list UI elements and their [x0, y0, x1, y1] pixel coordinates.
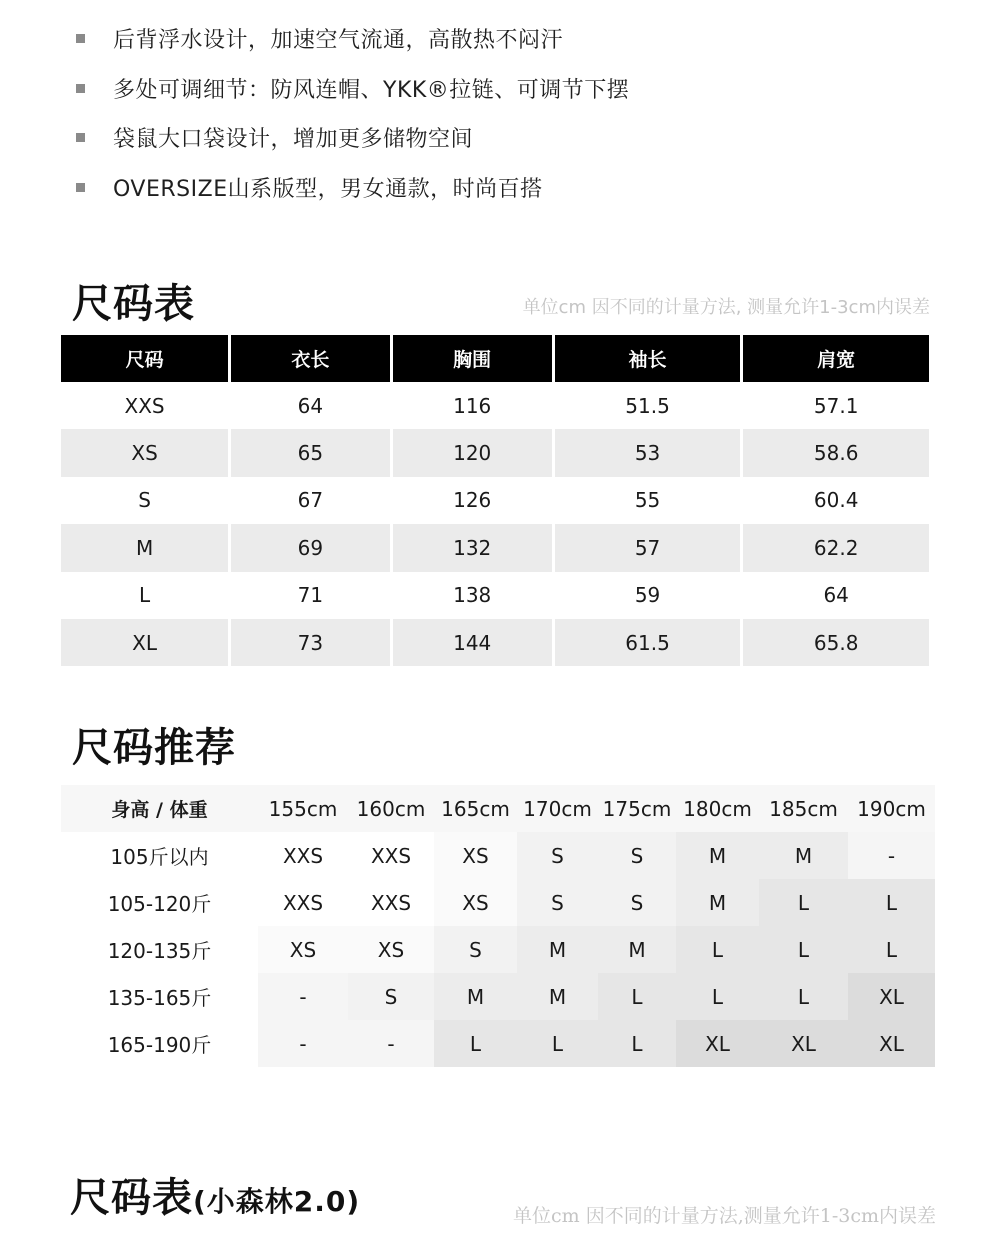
- size-table-cell: 59: [555, 572, 741, 619]
- size-table-cell: XL: [61, 619, 228, 666]
- recommend-cell: L: [676, 926, 759, 973]
- size-table-title: 尺码表: [72, 281, 195, 327]
- recommend-cell: XXS: [258, 832, 348, 879]
- size-table-cell: 65.8: [743, 619, 929, 666]
- size-table-cell: 57.1: [743, 382, 929, 429]
- height-header: 190cm: [848, 785, 935, 832]
- recommend-cell: S: [598, 832, 676, 879]
- square-bullet-icon: [76, 183, 85, 192]
- size-table-cell: 67: [231, 477, 389, 524]
- recommend-cell: M: [517, 973, 598, 1020]
- weight-label: 120-135斤: [61, 926, 258, 973]
- size-table-cell: 71: [231, 572, 389, 619]
- size-table-cell: 132: [393, 524, 552, 571]
- recommend-row: [61, 879, 935, 926]
- size-table-cell: 64: [231, 382, 389, 429]
- size-table-row: [61, 382, 929, 429]
- recommend-cell: L: [517, 1020, 598, 1067]
- footer-note: 单位cm 因不同的计量方法,测量允许1-3cm内误差: [513, 1205, 936, 1227]
- size-table-cell: M: [61, 524, 228, 571]
- size-table-cell: 126: [393, 477, 552, 524]
- header-length: 衣长: [231, 335, 389, 382]
- size-table-cell: 60.4: [743, 477, 929, 524]
- recommend-cell: M: [759, 832, 848, 879]
- height-header: 160cm: [348, 785, 434, 832]
- height-header: 180cm: [676, 785, 759, 832]
- recommend-cell: S: [348, 973, 434, 1020]
- feature-item: [76, 64, 629, 114]
- square-bullet-icon: [76, 34, 85, 43]
- weight-label: 105-120斤: [61, 879, 258, 926]
- recommend-cell: L: [434, 1020, 517, 1067]
- weight-label: 165-190斤: [61, 1020, 258, 1067]
- recommend-row: [61, 1020, 935, 1067]
- feature-item: [76, 163, 629, 213]
- size-table-cell: L: [61, 572, 228, 619]
- size-table: [58, 335, 932, 666]
- size-table-row: [61, 524, 929, 571]
- recommend-cell: XS: [258, 926, 348, 973]
- recommend-header-row: [61, 785, 935, 832]
- size-table-cell: 53: [555, 429, 741, 476]
- size-table-cell: 73: [231, 619, 389, 666]
- recommend-cell: M: [598, 926, 676, 973]
- recommend-cell: XS: [434, 879, 517, 926]
- size-table-row: [61, 572, 929, 619]
- recommend-cell: L: [676, 973, 759, 1020]
- footer-title-main: 尺码表: [70, 1175, 193, 1221]
- footer-title-sub: (小森林2.0): [193, 1185, 361, 1218]
- header-shoulder: 肩宽: [743, 335, 929, 382]
- header-chest: 胸围: [393, 335, 552, 382]
- feature-list: [76, 14, 629, 212]
- size-table-cell: S: [61, 477, 228, 524]
- size-table-cell: 62.2: [743, 524, 929, 571]
- recommend-cell: L: [848, 926, 935, 973]
- size-table-cell: 55: [555, 477, 741, 524]
- recommend-cell: XS: [348, 926, 434, 973]
- weight-label: 105斤以内: [61, 832, 258, 879]
- size-recommend-grid: [61, 785, 935, 1067]
- height-header: 170cm: [517, 785, 598, 832]
- size-table-cell: 57: [555, 524, 741, 571]
- recommend-corner-label: 身高 / 体重: [61, 785, 258, 832]
- height-header: 155cm: [258, 785, 348, 832]
- size-table-cell: 144: [393, 619, 552, 666]
- size-table-cell: 120: [393, 429, 552, 476]
- footer-title: [70, 1166, 360, 1223]
- recommend-cell: M: [676, 832, 759, 879]
- recommend-cell: -: [348, 1020, 434, 1067]
- recommend-cell: S: [517, 879, 598, 926]
- recommend-cell: -: [258, 973, 348, 1020]
- recommend-cell: L: [598, 973, 676, 1020]
- size-table-cell: 64: [743, 572, 929, 619]
- size-table-header-row: [61, 335, 929, 382]
- recommend-cell: S: [434, 926, 517, 973]
- size-table-cell: 58.6: [743, 429, 929, 476]
- recommend-cell: S: [598, 879, 676, 926]
- recommend-cell: XL: [676, 1020, 759, 1067]
- feature-text: 后背浮水设计，加速空气流通，高散热不闷汗: [113, 28, 564, 54]
- recommend-cell: S: [517, 832, 598, 879]
- size-table-body: [61, 382, 929, 666]
- feature-item: [76, 113, 629, 163]
- size-table-cell: 61.5: [555, 619, 741, 666]
- recommend-cell: -: [848, 832, 935, 879]
- size-table-row: [61, 619, 929, 666]
- recommend-row: [61, 926, 935, 973]
- recommend-cell: XL: [848, 973, 935, 1020]
- size-table-row: [61, 429, 929, 476]
- recommend-cell: XXS: [348, 832, 434, 879]
- size-table-cell: 69: [231, 524, 389, 571]
- recommend-cell: -: [258, 1020, 348, 1067]
- size-table-note: 单位cm 因不同的计量方法, 测量允许1-3cm内误差: [522, 297, 930, 318]
- recommend-cell: XS: [434, 832, 517, 879]
- feature-text: 多处可调细节：防风连帽、YKK®拉链、可调节下摆: [113, 77, 630, 103]
- recommend-cell: L: [598, 1020, 676, 1067]
- recommend-cell: M: [434, 973, 517, 1020]
- size-table-cell: XS: [61, 429, 228, 476]
- recommend-cell: XL: [848, 1020, 935, 1067]
- recommend-cell: L: [759, 973, 848, 1020]
- weight-label: 135-165斤: [61, 973, 258, 1020]
- recommend-cell: L: [759, 926, 848, 973]
- size-table-row: [61, 477, 929, 524]
- size-table-cell: 116: [393, 382, 552, 429]
- recommend-cell: XXS: [258, 879, 348, 926]
- recommend-cell: XL: [759, 1020, 848, 1067]
- header-size: 尺码: [61, 335, 228, 382]
- feature-text: 袋鼠大口袋设计，增加更多储物空间: [113, 127, 474, 153]
- height-header: 175cm: [598, 785, 676, 832]
- header-sleeve: 袖长: [555, 335, 741, 382]
- recommend-body: [61, 832, 935, 1067]
- recommend-title: 尺码推荐: [72, 725, 236, 771]
- recommend-cell: XXS: [348, 879, 434, 926]
- size-table-cell: 138: [393, 572, 552, 619]
- feature-item: [76, 14, 629, 64]
- recommend-cell: L: [848, 879, 935, 926]
- recommend-row: [61, 973, 935, 1020]
- feature-text: OVERSIZE山系版型，男女通款，时尚百搭: [113, 176, 543, 202]
- height-header: 165cm: [434, 785, 517, 832]
- size-table-cell: XXS: [61, 382, 228, 429]
- recommend-row: [61, 832, 935, 879]
- size-table-cell: 51.5: [555, 382, 741, 429]
- recommend-cell: L: [759, 879, 848, 926]
- recommend-cell: M: [517, 926, 598, 973]
- recommend-cell: M: [676, 879, 759, 926]
- size-table-cell: 65: [231, 429, 389, 476]
- square-bullet-icon: [76, 84, 85, 93]
- square-bullet-icon: [76, 133, 85, 142]
- height-header: 185cm: [759, 785, 848, 832]
